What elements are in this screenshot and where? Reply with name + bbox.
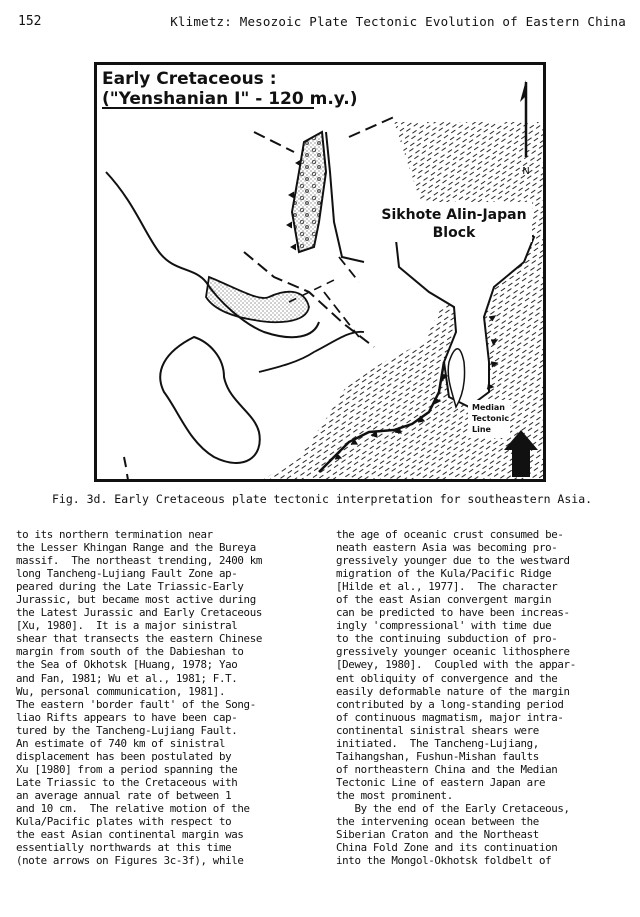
text-line: to the continuing subduction of pro- — [336, 632, 558, 646]
fold-belt-area — [292, 132, 326, 252]
text-line: By the end of the Early Cretaceous, — [336, 801, 570, 815]
map-title-line1: Early Cretaceous : — [102, 69, 277, 89]
northern-suture — [326, 132, 364, 262]
text-line: displacement has been postulated by — [16, 749, 232, 763]
text-line: the intervening ocean between the — [336, 815, 539, 829]
fault-dashed-2 — [254, 132, 294, 152]
text-line: of northeastern China and the Median — [336, 762, 558, 776]
text-line: the age of oceanic crust consumed be- — [336, 528, 564, 541]
text-line: tured by the Tancheng-Lujiang Fault. — [16, 723, 238, 737]
text-line: [Dewey, 1980]. Coupled with the appar- — [336, 658, 576, 672]
text-line: and Fan, 1981; Wu et al., 1981; F.T. — [16, 671, 238, 685]
text-line: Xu [1980] from a period spanning the — [16, 762, 238, 776]
text-line: long Tancheng-Lujiang Fault Zone ap- — [16, 567, 238, 581]
text-line: and 10 cm. The relative motion of the — [16, 801, 250, 815]
text-line: an average annual rate of between 1 — [16, 788, 232, 802]
text-line: of the east Asian convergent margin — [336, 593, 552, 607]
block-label-line1: Sikhote Alin-Japan — [381, 207, 527, 223]
text-line: Jurassic, but became most active during — [16, 593, 256, 607]
mtl-label-line3: Line — [472, 425, 491, 434]
fault-dashed-5 — [289, 280, 334, 302]
text-line: peared during the Late Triassic-Early — [16, 580, 244, 594]
text-line: Tectonic Line of eastern Japan are — [336, 775, 546, 789]
north-label: N — [522, 166, 530, 177]
text-line: gressively younger due to the westward — [336, 554, 570, 568]
text-line: easily deformable nature of the margin — [336, 684, 570, 698]
text-line: Siberian Craton and the Northeast — [336, 828, 539, 842]
running-title: Klimetz: Mesozoic Plate Tectonic Evolution of Eastern China — [170, 14, 626, 29]
map-title — [102, 69, 358, 109]
text-line: the Sea of Okhotsk [Huang, 1978; Yao — [16, 658, 238, 672]
text-line: the Latest Jurassic and Early Cretaceous — [16, 606, 263, 620]
text-line: into the Mongol-Okhotsk foldbelt of — [336, 854, 552, 868]
text-line: the most prominent. — [336, 788, 453, 802]
text-line: An estimate of 740 km of sinistral — [16, 736, 226, 750]
page-number: 152 — [18, 14, 42, 29]
text-line: [Xu, 1980]. It is a major sinistral — [16, 619, 238, 633]
text-line: Taihangshan, Fushun-Mishan faults — [336, 749, 539, 763]
mtl-label-line2: Tectonic — [472, 414, 510, 423]
coastline-southern — [259, 332, 364, 372]
tectonic-map-figure — [94, 62, 546, 482]
fault-dashed-3 — [349, 117, 394, 137]
text-line: can be predicted to have been increas- — [336, 606, 570, 620]
fault-dashed-6 — [124, 457, 128, 480]
text-line: gressively younger oceanic lithosphere — [336, 645, 570, 659]
text-line: continental sinistral shears were — [336, 723, 539, 737]
text-line: margin from south of the Dabieshan to — [16, 645, 244, 659]
text-line: liao Rifts appears to have been cap- — [16, 710, 238, 724]
block-label-line2: Block — [432, 225, 476, 241]
fault-dashed-4 — [324, 257, 359, 337]
text-line: essentially northwards at this time — [16, 841, 232, 855]
text-line: ent obliquity of convergence and the — [336, 671, 558, 685]
text-line: Late Triassic to the Cretaceous with — [16, 775, 238, 789]
text-line: shear that transects the eastern Chinese — [16, 632, 263, 646]
text-line: the east Asian continental margin was — [16, 828, 244, 842]
peninsula-outline — [160, 337, 260, 463]
text-line: of continuous magmatism, major intra- — [336, 710, 564, 724]
text-line: the Lesser Khingan Range and the Bureya — [16, 541, 256, 555]
figure-caption: Fig. 3d. Early Cretaceous plate tectonic interpretation for southeastern Asia. — [52, 492, 593, 506]
left-text-column — [16, 528, 306, 867]
text-line: China Fold Zone and its continuation — [336, 841, 558, 855]
text-line: Wu, personal communication, 1981]. — [16, 684, 226, 698]
text-line: (note arrows on Figures 3c-3f), while — [16, 854, 244, 868]
text-line: [Hilde et al., 1977]. The character — [336, 580, 558, 594]
text-line: The eastern 'border fault' of the Song- — [16, 697, 256, 711]
map-title-line2: ("Yenshanian I" - 120 m.y.) — [102, 89, 358, 109]
text-line: neath eastern Asia was becoming pro- — [336, 541, 558, 555]
text-line: massif. The northeast trending, 2400 km — [16, 554, 263, 568]
text-line: Kula/Pacific plates with respect to — [16, 815, 232, 829]
mtl-label-line1: Median — [472, 403, 505, 412]
text-line: ingly 'compressional' with time due — [336, 619, 552, 633]
text-line: contributed by a long-standing period — [336, 697, 564, 711]
text-line: migration of the Kula/Pacific Ridge — [336, 567, 552, 581]
text-line: to its northern termination near — [16, 528, 213, 541]
text-line: initiated. The Tancheng-Lujiang, — [336, 736, 539, 750]
right-text-column — [336, 528, 628, 867]
